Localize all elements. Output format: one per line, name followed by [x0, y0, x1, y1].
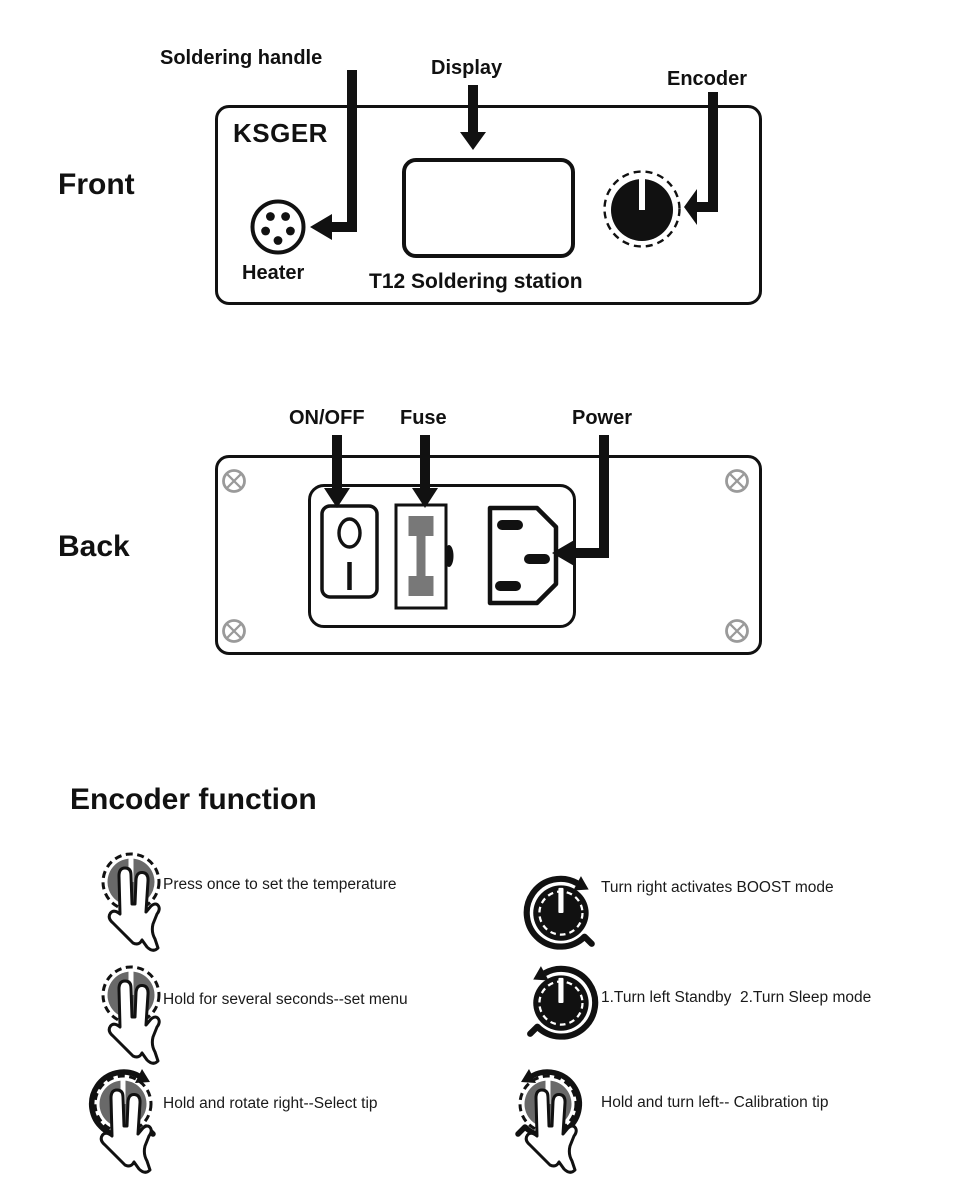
- screw-icon: [221, 618, 247, 644]
- screw-icon: [221, 468, 247, 494]
- display-label: Display: [431, 57, 503, 79]
- heater-connector-icon: [248, 197, 308, 257]
- screw-icon: [724, 618, 750, 644]
- display-screen: [402, 158, 575, 258]
- soldering-handle-label: Soldering handle: [160, 47, 323, 69]
- encoder-function-item-text: Hold and turn left-- Calibration tip: [601, 1094, 829, 1111]
- encoder-knob-icon: [600, 167, 684, 251]
- encoder-function-item-text: Hold and rotate right--Select tip: [163, 1095, 378, 1112]
- power-arrow: [545, 430, 615, 572]
- rotate-right-knob-icon: [524, 872, 602, 950]
- encoder-function-item-text: Turn right activates BOOST mode: [601, 879, 834, 896]
- on-off-arrow: [319, 430, 355, 512]
- display-arrow: [455, 80, 491, 155]
- encoder-label: Encoder: [667, 68, 748, 90]
- hold-rotate-right-knob-icon: [81, 1066, 165, 1178]
- on-off-label: ON/OFF: [289, 407, 365, 429]
- soldering-handle-arrow: [305, 65, 363, 247]
- rotate-left-knob-icon: [524, 962, 602, 1040]
- front-section-label: Front: [58, 168, 135, 201]
- heater-label: Heater: [242, 262, 305, 284]
- encoder-function-item-text: Hold for several seconds--set menu: [163, 991, 408, 1008]
- screw-icon: [724, 468, 750, 494]
- fuse-holder-icon: [392, 501, 458, 613]
- hold-rotate-left-knob-icon: [506, 1066, 590, 1178]
- fuse-arrow: [407, 430, 443, 512]
- encoder-function-item-text: 1.Turn left Standby 2.Turn Sleep mode: [601, 989, 872, 1006]
- encoder-function-heading: Encoder function: [70, 783, 317, 816]
- fuse-label: Fuse: [400, 407, 447, 429]
- press-knob-icon: [92, 965, 170, 1065]
- press-knob-icon: [92, 852, 170, 952]
- back-section-label: Back: [58, 530, 130, 563]
- panel-caption: T12 Soldering station: [369, 270, 583, 293]
- encoder-function-item-text: Press once to set the temperature: [163, 876, 397, 893]
- power-label: Power: [572, 407, 633, 429]
- encoder-arrow: [677, 87, 725, 232]
- on-off-switch-icon: [318, 502, 382, 602]
- brand-text: KSGER: [233, 118, 328, 148]
